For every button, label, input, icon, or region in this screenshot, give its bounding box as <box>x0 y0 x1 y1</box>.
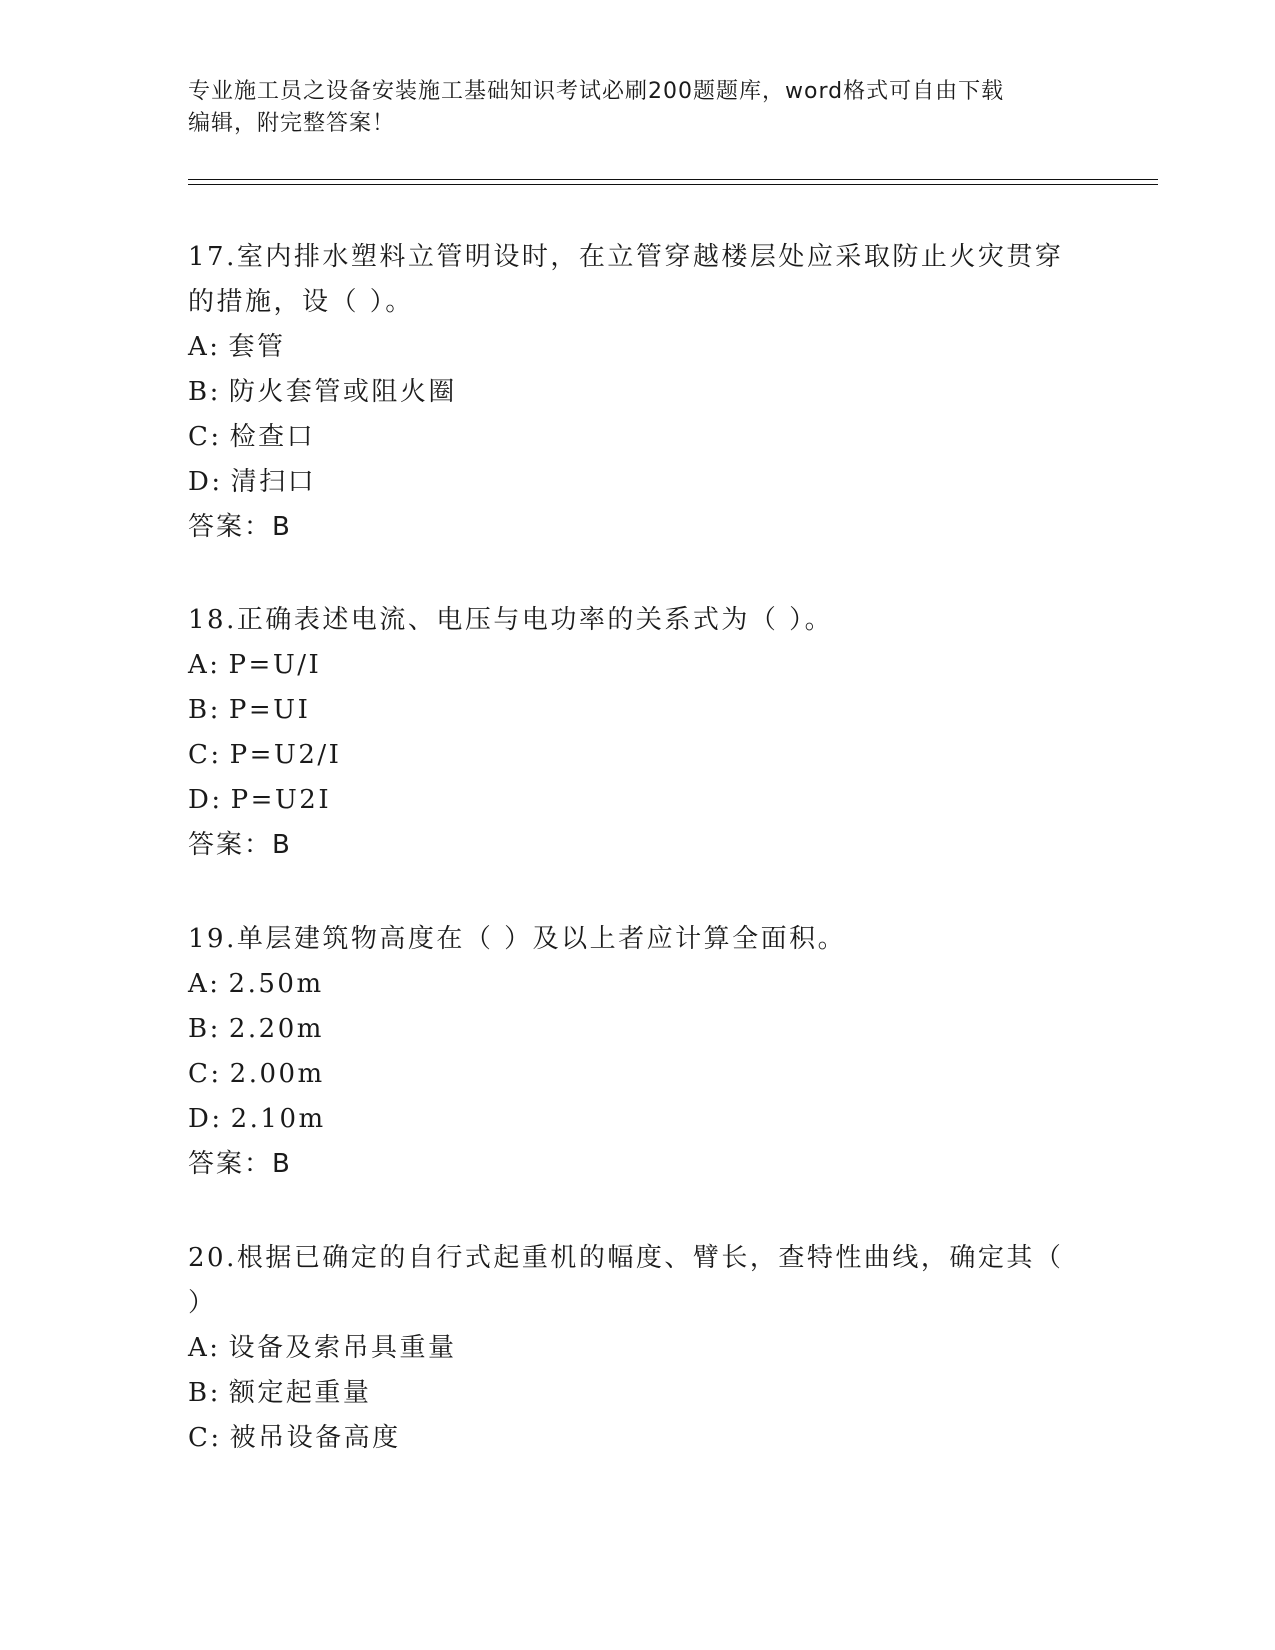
question-text: 19.单层建筑物高度在（ ）及以上者应计算全面积。 <box>188 924 847 954</box>
header-divider-top <box>188 179 1158 180</box>
option-b <box>188 1371 1088 1416</box>
option-b <box>188 370 1088 415</box>
option-letter: B: <box>188 695 221 725</box>
question-17 <box>188 235 1088 550</box>
answer-line: 答案：B <box>188 512 292 542</box>
option-b <box>188 1007 1088 1052</box>
option-text: P=UI <box>228 695 311 725</box>
header-divider-bottom <box>188 184 1158 185</box>
option-letter: A: <box>188 969 221 999</box>
question-text: 18.正确表述电流、电压与电功率的关系式为（ ）。 <box>188 605 834 635</box>
option-c <box>188 733 1088 778</box>
option-letter: D: <box>188 467 223 497</box>
option-c <box>188 1052 1088 1097</box>
option-text: 2.10m <box>230 1104 326 1134</box>
option-letter: B: <box>188 1014 221 1044</box>
option-text: 防火套管或阻火圈 <box>228 377 457 407</box>
option-d <box>188 1097 1088 1142</box>
option-letter: C: <box>188 740 222 770</box>
option-c <box>188 1416 1088 1461</box>
option-b <box>188 688 1088 733</box>
option-letter: C: <box>188 422 222 452</box>
option-text: 被吊设备高度 <box>229 1423 401 1453</box>
header-title-line-2: 编辑，附完整答案！ <box>188 111 396 136</box>
option-letter: C: <box>188 1059 222 1089</box>
option-letter: D: <box>188 1104 223 1134</box>
option-letter: D: <box>188 785 223 815</box>
option-a <box>188 643 1088 688</box>
option-text: 2.00m <box>229 1059 325 1089</box>
option-d <box>188 460 1088 505</box>
option-c <box>188 415 1088 460</box>
option-text: 设备及索吊具重量 <box>228 1333 457 1363</box>
option-text: 2.20m <box>228 1014 324 1044</box>
option-a <box>188 325 1088 370</box>
option-text: 额定起重量 <box>228 1378 372 1408</box>
option-text: P=U2/I <box>229 740 342 770</box>
question-19 <box>188 917 1088 1187</box>
option-text: 清扫口 <box>230 467 317 497</box>
option-a <box>188 1326 1088 1371</box>
option-text: P=U2I <box>230 785 332 815</box>
option-text: 检查口 <box>229 422 316 452</box>
answer-line: 答案：B <box>188 1149 292 1179</box>
option-letter: A: <box>188 650 221 680</box>
option-letter: B: <box>188 377 221 407</box>
option-text: 套管 <box>228 332 286 362</box>
header-title-line-1: 专业施工员之设备安装施工基础知识考试必刷200题题库，word格式可自由下载 <box>188 79 1005 104</box>
option-text: P=U/I <box>228 650 322 680</box>
option-d <box>188 778 1088 823</box>
option-a <box>188 962 1088 1007</box>
option-letter: A: <box>188 332 221 362</box>
question-text: 17.室内排水塑料立管明设时，在立管穿越楼层处应采取防止火灾贯穿的措施，设（ ）。 <box>188 242 1064 317</box>
document-header <box>188 76 1088 140</box>
option-letter: A: <box>188 1333 221 1363</box>
option-text: 2.50m <box>228 969 324 999</box>
option-letter: B: <box>188 1378 221 1408</box>
question-20 <box>188 1236 1088 1461</box>
question-18 <box>188 598 1088 868</box>
option-letter: C: <box>188 1423 222 1453</box>
question-text: 20.根据已确定的自行式起重机的幅度、臂长，查特性曲线，确定其（ ） <box>188 1243 1064 1318</box>
answer-line: 答案：B <box>188 830 292 860</box>
